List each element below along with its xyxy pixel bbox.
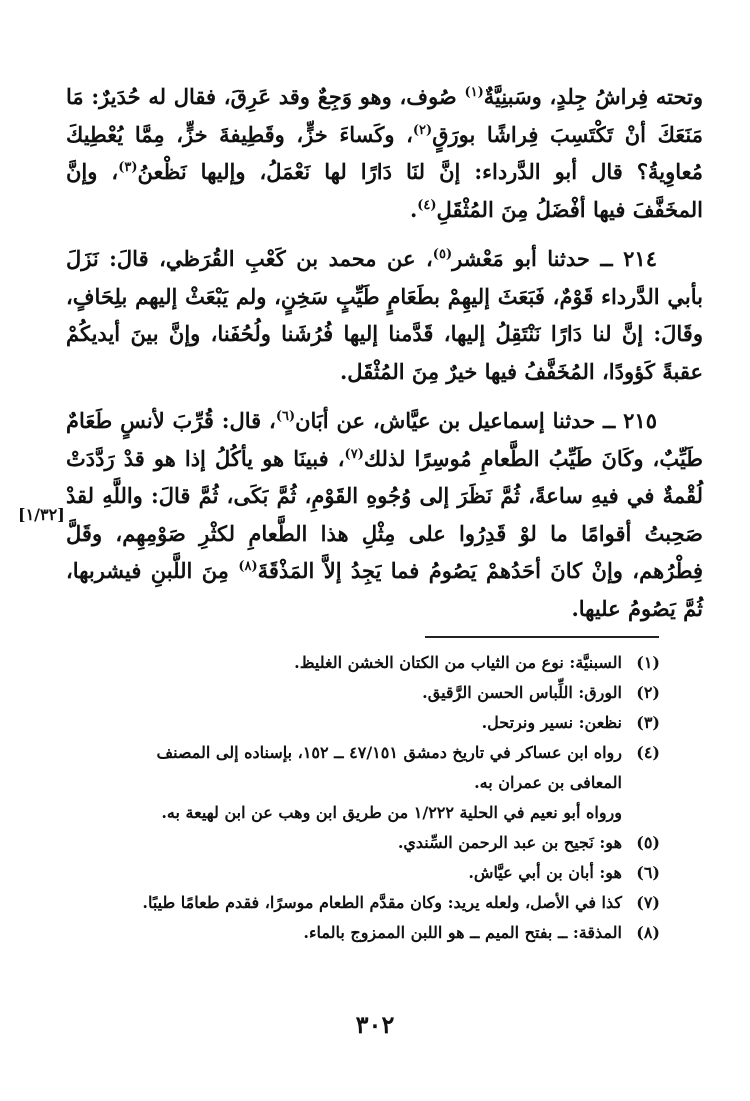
footnote-ref-1[interactable]: (١) [464, 85, 484, 100]
footnote-ref-6[interactable]: (٦) [275, 409, 296, 424]
manuscript-folio-marker: [١/٣٢] [18, 505, 65, 524]
footnotes-section [100, 648, 660, 948]
footnote-divider [425, 636, 659, 638]
footnote-text: الورق: اللِّباس الحسن الرَّقيق. [422, 683, 622, 702]
footnote-text: رواه ابن عساكر في تاريخ دمشق ٤٧/١٥١ ــ ١٥٢، بإسناده إلى المصنف المعافى بن عمران به. [156, 743, 622, 792]
footnote-item [100, 888, 660, 918]
footnote-text: هو: نَجيح بن عبد الرحمن السِّندي. [397, 833, 622, 852]
text-run: مِنَ اللَّبنِ فيشربها، ثُمَّ يَصُومُ عليها. [66, 558, 703, 621]
page-number: ٣٠٢ [355, 1010, 395, 1039]
footnote-number: (٣) [636, 713, 660, 732]
text-run: ، فبينَا هو يأكُلُ إذا هو قدْ رَدَّدَتْ لُقْمةٌ في فيهِ ساعةً، ثُمَّ نَظَرَ إلى وُجُوهِ القَوْمِ، ثُمَّ بَكَى، ثُمَّ قالَ: واللَّهِ لقدْ صَحِبتُ أقوامًا ما لوْ قَدِرُوا على مِثْلِ هذا الطَّعامِ لكثْرِ صَوْمِهِم، وقَلَّ فِطْرُهم، وإنْ كانَ أحَدُهمْ يَصُومُ فما يَجِدُ إلاَّ المَذْقَةَ [66, 445, 703, 583]
footnote-text: هو: أبان بن أبي عيَّاش. [468, 863, 622, 882]
footnote-item [100, 918, 660, 948]
footnote-ref-2[interactable]: (٢) [412, 122, 433, 138]
hadith-214 [66, 240, 703, 390]
footnote-ref-5[interactable]: (٥) [432, 247, 453, 262]
text-run: ، وإنَّ المخَفَّفَ فيها أفْضَلُ مِنَ المُثْقَلِ [66, 159, 703, 222]
footnote-text: كذا في الأصل، ولعله يريد: وكان مقدَّم الطعام موسرًا، فقدم طعامًا طيبًا. [142, 893, 622, 912]
text-run: وتحته فِراشُ جِلدٍ، وسَبنِيَّةٌ [483, 84, 704, 109]
footnote-ref-8[interactable]: (٨) [238, 559, 258, 574]
main-text [66, 78, 703, 627]
footnote-number: (٨) [636, 923, 660, 942]
footnote-number: (١) [636, 653, 660, 672]
footnote-text: السبنيَّة: نوع من الثياب من الكتان الخشن الغليظ. [294, 653, 622, 672]
footnote-item [100, 828, 660, 858]
hadith-215 [66, 402, 703, 627]
footnote-item [100, 738, 660, 798]
text-run: . [409, 196, 418, 222]
footnote-number: (٢) [636, 683, 660, 702]
footnote-text: المذقة: ــ بفتح الميم ــ هو اللبن الممزوج بالماء. [303, 923, 622, 942]
footnote-number: (٦) [636, 863, 660, 882]
footnote-number: (٧) [636, 893, 660, 912]
footnote-number: (٥) [636, 833, 660, 852]
text-run: صُوف، وهو وَجِعٌ وقد عَرِقَ، فقال له حُدَيرٌ: مَا مَنَعَكَ أنْ تَكْتَسِبَ فِراشًا بورَقٍ [66, 84, 703, 147]
text-run: ، وكَساءَ خزٍّ، وقَطِيفةَ خزٍّ، مِمَّا يُعْطِيكَ مُعاوِيةُ؟ قال أبو الدَّرداء: إنَّ لنَا دَارًا لها نَعْمَلُ، وإليها نَظْعنُ [66, 121, 703, 184]
footnote-item [100, 708, 660, 738]
footnote-text: نظعن: نسير ونرتحل. [481, 713, 622, 732]
paragraph-continuation [66, 78, 703, 228]
footnote-number: (٤) [636, 743, 660, 762]
text-run: ٢١٥ ــ حدثنا إسماعيل بن عيَّاش، عن أبَان [295, 408, 657, 433]
footnote-item [100, 648, 660, 678]
footnote-ref-7[interactable]: (٧) [344, 446, 364, 462]
footnote-text: ورواه أبو نعيم في الحلية ١/٢٢٢ من طريق ابن وهب عن ابن لهيعة به. [161, 803, 622, 822]
footnote-item [100, 678, 660, 708]
footnote-ref-4[interactable]: (٤) [417, 197, 437, 213]
text-run: ، قال: قُرِّبَ لأنسٍ طَعَامٌ طَيِّبٌ، وكَانَ طَيِّبُ الطَّعامِ مُوسِرًا لذلك [66, 408, 703, 471]
footnote-continuation [100, 798, 660, 828]
text-run: ٢١٤ ــ حدثنا أبو مَعْشر [452, 246, 657, 271]
text-run: ، عن محمد بن كَعْبِ القُرَظي، قالَ: نَزَلَ بأبي الدَّرداء قَوْمٌ، فَبَعَثَ إليهِمْ بطَعَامٍ طَيِّبٍ سَخِنٍ، ولم يَبْعَثْ إليهم بلِحَافٍ، وقَالَ: إنَّ لنا دَارًا نَنْتَقِلُ إليها، قَدَّمنا إليها فُرُشَنا ولُحُفَنا، وإنَّ بينَ أيديكُمْ عقبةً كَؤودًا، المُخَفَّفُ فيها خيرٌ مِنَ المُثْقَل. [66, 246, 703, 384]
footnote-item [100, 858, 660, 888]
footnote-ref-3[interactable]: (٣) [118, 160, 138, 175]
